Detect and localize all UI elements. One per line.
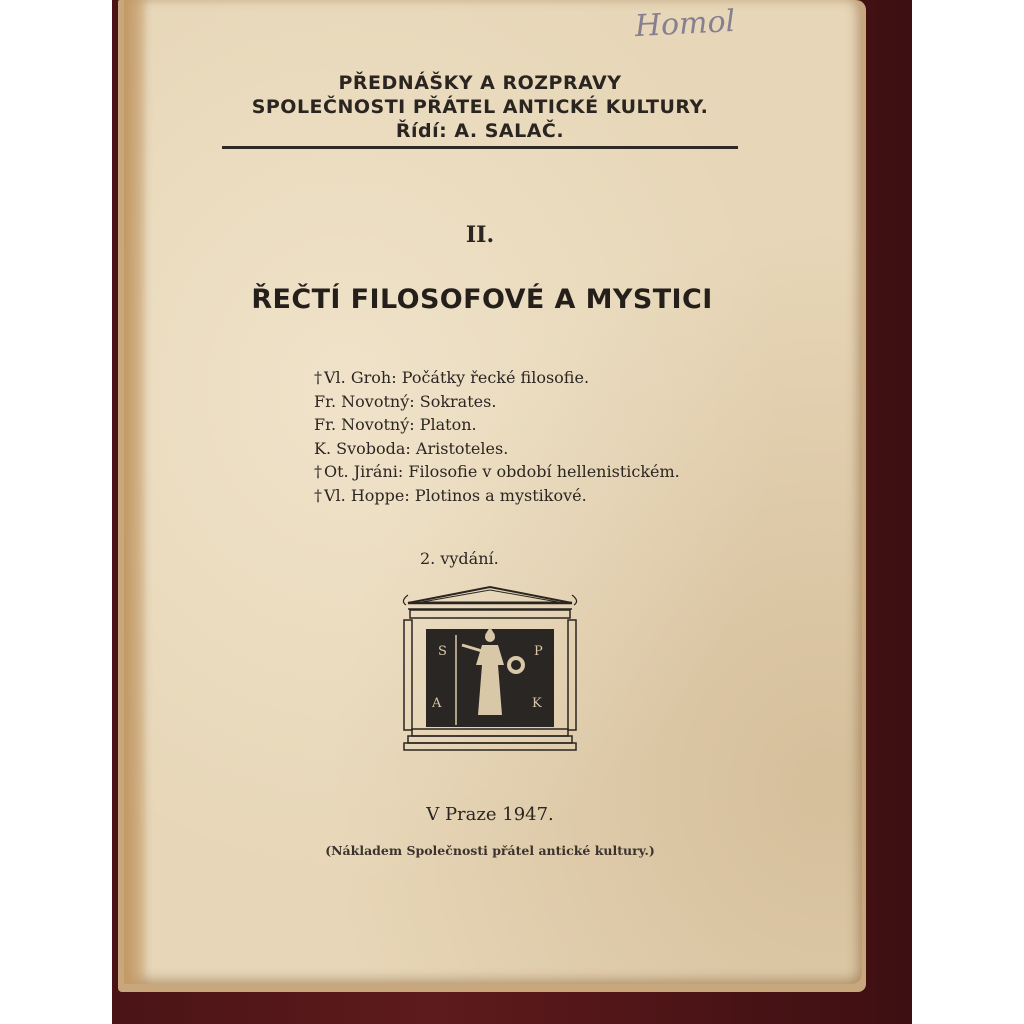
- contents-author: Vl. Hoppe: [324, 485, 405, 505]
- contents-work: Aristoteles.: [415, 438, 509, 458]
- book-title: ŘEČTÍ FILOSOFOVÉ A MYSTICI: [251, 284, 713, 315]
- dagger-icon: †: [314, 485, 322, 505]
- contents-author: K. Svoboda: [314, 438, 406, 458]
- edition: 2. vydání.: [420, 549, 499, 568]
- contents-entry: [314, 460, 774, 484]
- contents-work: Počátky řecké filosofie.: [401, 368, 590, 387]
- spine-stain: [124, 0, 148, 984]
- dagger-icon: †: [314, 368, 322, 387]
- contents-entry: [314, 390, 774, 414]
- contents-separator: :: [404, 485, 415, 505]
- publisher-note: (Nákladem Společnosti přátel antické kultury.): [325, 843, 655, 858]
- contents-author: Fr. Novotný: [314, 415, 410, 434]
- contents-list: [314, 366, 774, 507]
- contents-work: Platon.: [419, 415, 477, 434]
- svg-text:K: K: [532, 696, 542, 711]
- contents-author: Ot. Jiráni: [324, 462, 398, 481]
- contents-author: Vl. Groh: [324, 368, 392, 387]
- contents-separator: :: [397, 462, 409, 481]
- series-editor: Řídí: A. SALAČ.: [395, 120, 565, 142]
- contents-work: Sokrates.: [419, 391, 497, 411]
- contents-entry: [314, 366, 774, 390]
- svg-text:P: P: [534, 644, 543, 659]
- contents-author: Fr. Novotný: [314, 391, 410, 411]
- header-rule: [222, 146, 738, 149]
- contents-entry: [314, 413, 774, 437]
- temple-athena-emblem-icon: [402, 585, 578, 761]
- contents-separator: :: [391, 368, 402, 387]
- contents-entry: [314, 484, 774, 508]
- contents-separator: :: [409, 391, 420, 411]
- series-title-line1: PŘEDNÁŠKY A ROZPRAVY: [338, 72, 622, 94]
- contents-work: Plotinos a mystikové.: [414, 485, 587, 505]
- contents-work: Filosofie v období hellenistickém.: [408, 462, 680, 481]
- volume-number: II.: [465, 222, 495, 248]
- contents-separator: :: [405, 438, 416, 458]
- contents-separator: :: [409, 415, 420, 434]
- svg-text:S: S: [438, 644, 447, 659]
- dagger-icon: †: [314, 462, 322, 481]
- place-and-year: V Praze 1947.: [426, 804, 554, 825]
- handwritten-signature: Homol: [633, 3, 737, 45]
- series-title-line2: SPOLEČNOSTI PŘÁTEL ANTICKÉ KULTURY.: [251, 96, 709, 118]
- contents-entry: [314, 437, 774, 461]
- svg-text:A: A: [432, 696, 442, 711]
